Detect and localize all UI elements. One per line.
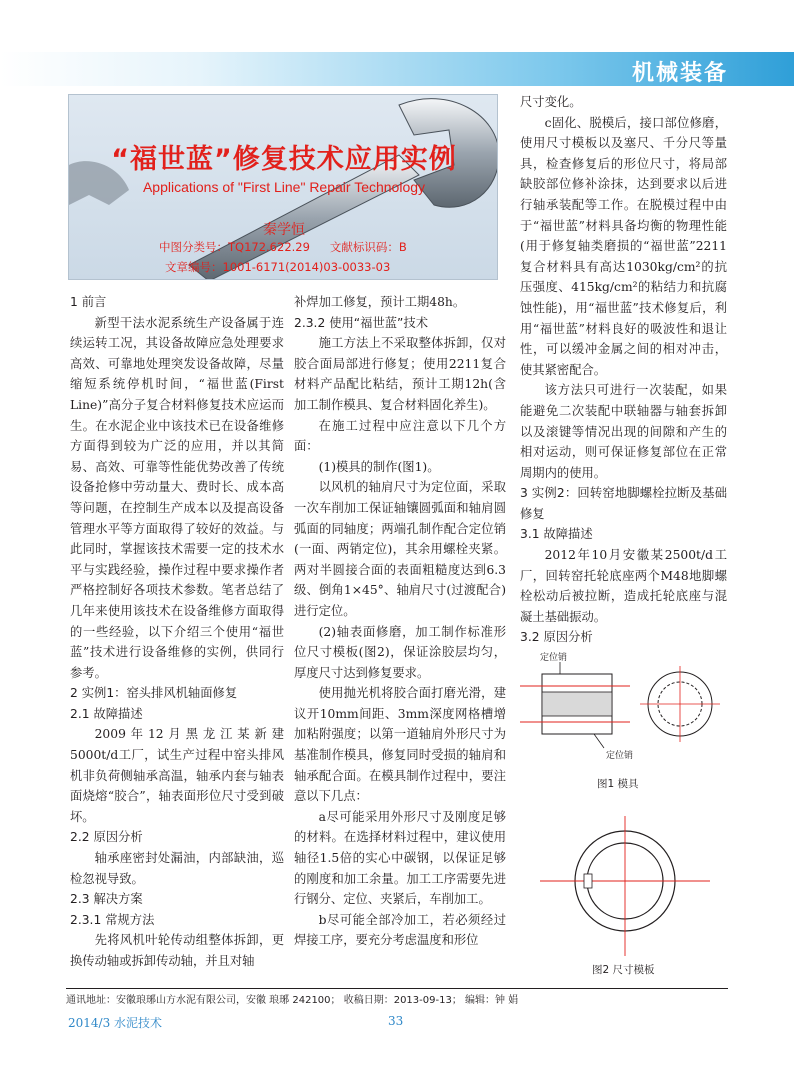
footnote-rule [66,988,728,989]
page-number: 33 [388,1014,404,1028]
paragraph: 补焊加工修复，预计工期48h。 [294,295,466,309]
journal-name: 2014/3 水泥技术 [68,1016,163,1030]
paragraph: 在施工过程中应注意以下几个方面： [294,418,506,454]
paragraph: 以风机的轴肩尺寸为定位面，采取一次车削加工保证轴镶圆弧面和轴肩圆弧面的同轴度；两端孔制作配合定位销(一面、两销定位)，其余用螺栓夹紧。两对半圆接合面的表面粗糙度达到6.3级、倒角1×45°、轴肩尺寸(过渡配合)进行定位。 [294,480,506,618]
paragraph: b尽可能全部冷加工，若必须经过焊接工序，要充分考虑温度和形位 [294,912,506,948]
section-heading: 1 前言 [70,295,107,309]
fig1-label-bottom: 定位销 [606,751,634,761]
footnote: 通讯地址：安徽琅琊山方水泥有限公司，安徽 琅琊 242100； 收稿日期：2013-09-13； 编辑：钟 娟 [66,995,519,1006]
article-title: “福世蓝”修复技术应用实例 [111,144,457,175]
author: 秦学恒 [263,222,305,238]
article-title-english: Applications of "First Line" Repair Technology [142,179,426,195]
paragraph: (2)轴表面修磨，加工制作标准形位尺寸模板(图2)，保证涂胶层均匀，厚度尺寸达到修复要求。 [294,624,506,680]
paragraph: 2009年12月黑龙江某新建5000t/d工厂，试生产过程中窑头排风机非负荷侧轴承高温，轴承内套与轴表面烧熔“胶合”，轴表面形位尺寸受到破坏。 [70,727,284,824]
figure-1-caption: 图1 模具 [597,778,639,790]
section-heading: 3 实例2：回转窑地脚螺栓拉断及基础修复 [520,486,727,521]
column-3 [520,92,727,648]
fig1-label-top: 定位销 [540,653,568,663]
section-heading: 2.2 原因分析 [70,830,143,845]
figure-1-mold-diagram [520,648,727,778]
paragraph: 2012年10月安徽某2500t/d工厂，回转窑托轮底座两个M48地脚螺栓松动后被拉断，造成托轮底座与混凝土基础振动。 [520,548,727,624]
section-heading: 2.3.1 常规方法 [70,912,155,927]
section-heading: 2.1 故障描述 [70,706,143,721]
paragraph: 施工方法上不采取整体拆卸，仅对胶合面局部进行修复；使用2211复合材料产品配比粘结，预计工期12h(含加工制作模具、复合材料固化养生)。 [294,336,506,412]
section-heading: 3.1 故障描述 [520,527,593,542]
column-2 [294,292,506,951]
paragraph: c固化、脱模后，接口部位修磨，使用尺寸模板以及塞尺、千分尺等量具，检查修复后的形位尺寸，将局部缺胶部位修补涂抹，达到要求以后进行轴承装配等工作。在脱模过程中由于“福世蓝”材料具备均衡的物理性能(用于修复轴类磨损的“福世蓝”2211复合材料具有高达1030kg/cm²的抗压强度、415kg/cm²的粘结力和抗腐蚀性能)，用“福世蓝”技术修复后，利用“福世蓝”材料良好的吸波性和退让性，可以缓冲金属之间的相对冲击，使其紧密配合。 [520,115,727,377]
document-code: 文献标识码：B [329,240,407,254]
section-heading: 3.2 原因分析 [520,630,593,645]
paragraph: 先将风机叶轮传动组整体拆卸，更换传动轴或拆卸传动轴，并且对轴 [70,933,284,968]
section-heading: 2.3.2 使用“福世蓝”技术 [294,315,429,330]
paragraph: a尽可能采用外形尺寸及刚度足够的材料。在选择材料过程中，建议使用轴径1.5倍的实心中碳钢，以保证足够的刚度和加工余量。加工工序需要先进行钢分、定位、夹紧后，车削加工。 [294,809,506,907]
paragraph: 轴承座密封处漏油，内部缺油，巡检忽视导致。 [70,851,284,886]
paragraph: 新型干法水泥系统生产设备属于连续运转工况，其设备故障应急处理要求高效、可靠地处理突发设备故障，尽量缩短系统停机时间，“福世蓝(First Line)”高分子复合材料修复技术应运而生。在水泥企业中该技术已在设备维修方面得到较为广泛的应用，并以其简易、高效、可靠等性能优势改善了传统设备抢修中劳动量大、费时长、成本高等问题，在控制生产成本以及提高设备管理水平等方面取得了较好的效益。与此同时，掌握该技术需要一定的技术水平与实践经验，操作过程中要求操作者严格控制好各项技术参数。笔者总结了几年来使用该技术在设备维修方面取得的一些经验，以下介绍三个使用“福世蓝”技术进行设备维修的实例，供同行参考。 [70,315,284,680]
paragraph: 该方法只可进行一次装配，如果能避免二次装配中联轴器与轴套拆卸以及滚键等情况出现的间隙和产生的相对运动，则可保证修复部位在正常周期内的使用。 [520,383,727,480]
figure-2-caption: 图2 尺寸模板 [592,964,655,976]
section-heading: 2.3 解决方案 [70,892,143,907]
paragraph: 使用抛光机将胶合面打磨光滑，建议开10mm间距、3mm深度网格槽增加粘附强度；以第一道轴肩外形尺寸为基准制作模具，修复同时受损的轴肩和轴承配合面。在模具制作过程中，要注意以下几点： [294,686,506,804]
title-banner [68,94,498,280]
paragraph: (1)模具的制作(图1)。 [318,459,440,474]
figure-2-template-diagram [540,816,710,956]
class-number: 中图分类号：TQ172.622.29 [159,240,310,254]
article-number: 文章编号：1001-6171(2014)03-0033-03 [165,260,391,274]
section-heading: 2 实例1：窑头排风机轴面修复 [70,686,238,701]
classification-line [159,239,427,255]
paragraph: 尺寸变化。 [520,95,582,109]
section-title: 机械装备 [631,61,728,86]
column-1 [70,292,284,972]
